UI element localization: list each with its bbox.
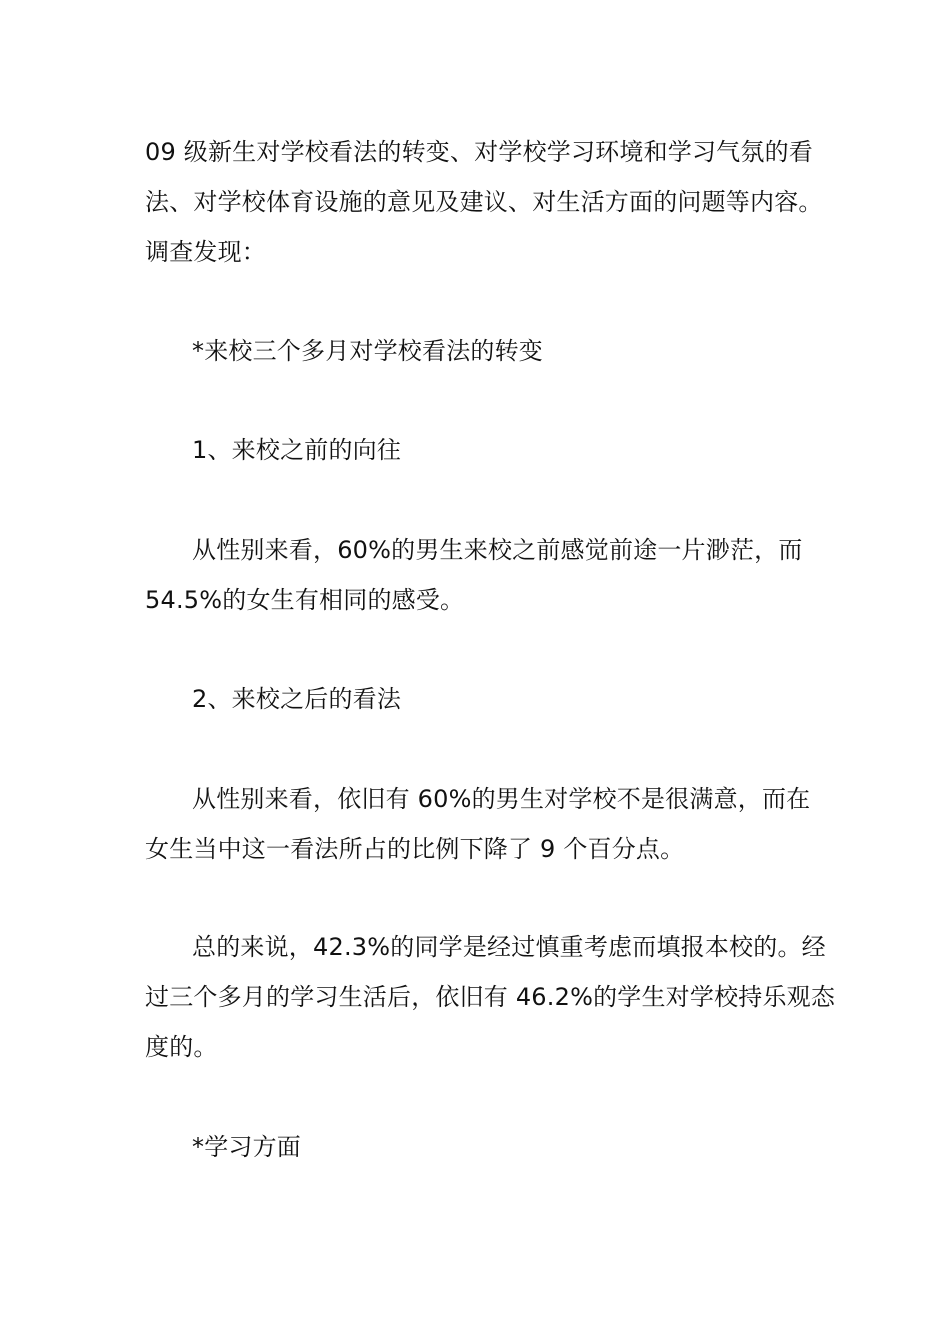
intro-line-3: 调查发现： [145, 238, 266, 266]
section-heading-study: *学习方面 [192, 1133, 301, 1161]
summary-line-2: 过三个多月的学习生活后，依旧有 46.2%的学生对学校持乐观态 [145, 983, 836, 1011]
paragraph-before-line-2: 54.5%的女生有相同的感受。 [145, 586, 465, 614]
summary-line-1: 总的来说，42.3%的同学是经过慎重考虑而填报本校的。经 [192, 933, 826, 961]
section-heading-attitude-change: *来校三个多月对学校看法的转变 [192, 337, 543, 365]
summary-line-3: 度的。 [145, 1033, 218, 1061]
subheading-after-arrival: 2、来校之后的看法 [192, 685, 402, 713]
intro-line-2: 法、对学校体育设施的意见及建议、对生活方面的问题等内容。 [145, 188, 823, 216]
subheading-before-arrival: 1、来校之前的向往 [192, 436, 402, 464]
paragraph-before-line-1: 从性别来看，60%的男生来校之前感觉前途一片渺茫，而 [192, 536, 803, 564]
paragraph-after-line-1: 从性别来看，依旧有 60%的男生对学校不是很满意，而在 [192, 785, 811, 813]
paragraph-after-line-2: 女生当中这一看法所占的比例下降了 9 个百分点。 [145, 835, 685, 863]
intro-line-1: 09 级新生对学校看法的转变、对学校学习环境和学习气氛的看 [145, 138, 813, 166]
